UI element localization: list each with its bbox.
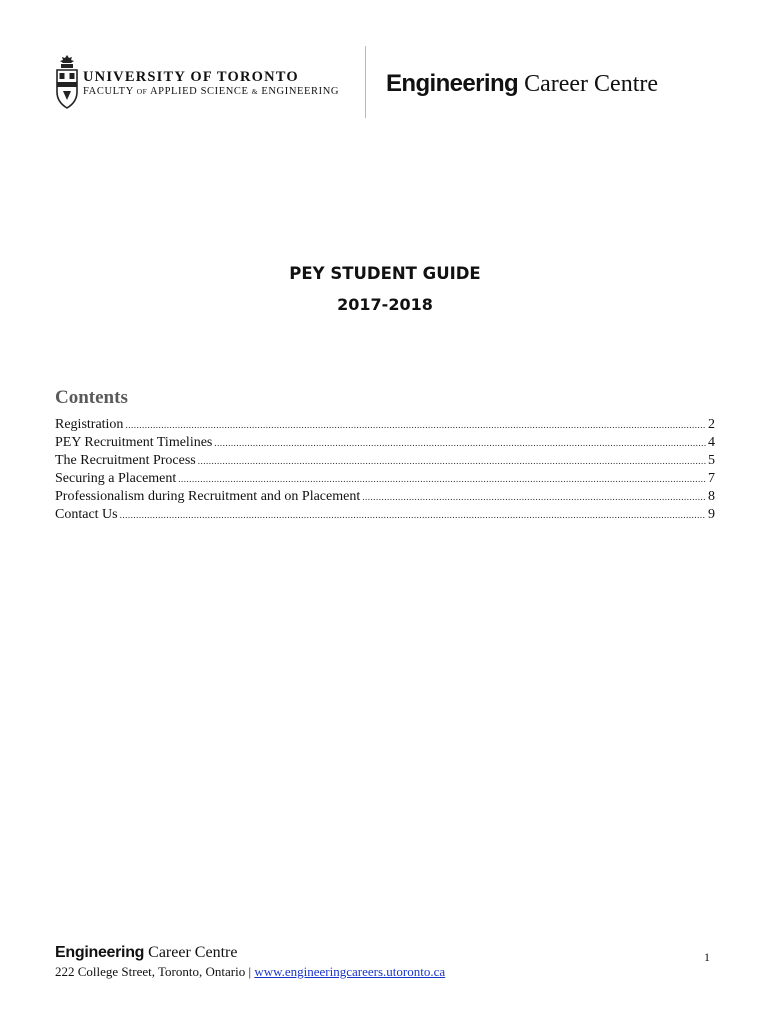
toc-leader-dots	[178, 470, 706, 488]
footer-website-link[interactable]: www.engineeringcareers.utoronto.ca	[254, 964, 446, 979]
toc-item-label: Securing a Placement	[55, 471, 177, 486]
toc-item-registration[interactable]	[55, 416, 715, 434]
page-header	[55, 52, 695, 122]
toc-item-label: PEY Recruitment Timelines	[55, 435, 213, 450]
toc-item-label: Registration	[55, 417, 124, 432]
career-centre-logo-bold: Engineering	[386, 70, 519, 97]
toc-item-page: 2	[708, 417, 715, 432]
toc-item-page: 4	[708, 435, 715, 450]
faculty-part-3: ENGINEERING	[261, 86, 340, 97]
toc-item-label: Contact Us	[55, 507, 118, 522]
toc-item-securing-placement[interactable]	[55, 470, 715, 488]
toc-leader-dots	[198, 452, 706, 470]
faculty-ampersand: &	[251, 87, 259, 96]
faculty-name	[83, 86, 339, 97]
toc-leader-dots	[214, 434, 706, 452]
page-number: 1	[704, 950, 710, 964]
faculty-part-2: APPLIED SCIENCE	[149, 86, 249, 97]
faculty-of: OF	[136, 87, 148, 96]
university-name: UNIVERSITY OF TORONTO	[83, 69, 299, 85]
toc-leader-dots	[120, 506, 706, 524]
toc-item-label: Professionalism during Recruitment and on Placement	[55, 489, 361, 504]
toc-item-page: 5	[708, 453, 715, 468]
document-year: 2017-2018	[337, 295, 433, 314]
document-title: PEY STUDENT GUIDE	[289, 264, 481, 283]
career-centre-logo-light: Career Centre	[524, 71, 659, 97]
toc-item-label: The Recruitment Process	[55, 453, 196, 468]
toc-leader-dots	[125, 416, 706, 434]
toc-item-page: 9	[708, 507, 715, 522]
toc-item-contact-us[interactable]	[55, 506, 715, 524]
toc-item-recruitment-process[interactable]	[55, 452, 715, 470]
header-divider	[365, 46, 366, 118]
toc-list	[55, 416, 715, 524]
footer-address: 222 College Street, Toronto, Ontario |	[55, 964, 252, 979]
faculty-part-1: FACULTY	[83, 86, 134, 97]
toc-item-professionalism[interactable]	[55, 488, 715, 506]
toc-item-page: 8	[708, 489, 715, 504]
university-crest-icon	[55, 54, 79, 110]
toc-item-page: 7	[708, 471, 715, 486]
footer-org-light: Career Centre	[148, 944, 238, 961]
career-centre-logo	[386, 70, 658, 98]
toc-leader-dots	[362, 488, 706, 506]
contents-heading: Contents	[55, 387, 128, 408]
toc-item-recruitment-timelines[interactable]	[55, 434, 715, 452]
table-of-contents	[55, 386, 715, 524]
footer-org-bold: Engineering	[55, 944, 145, 961]
title-block	[0, 263, 770, 316]
footer-address-line	[55, 964, 715, 980]
page-footer	[55, 944, 715, 980]
footer-org-name	[55, 944, 715, 962]
